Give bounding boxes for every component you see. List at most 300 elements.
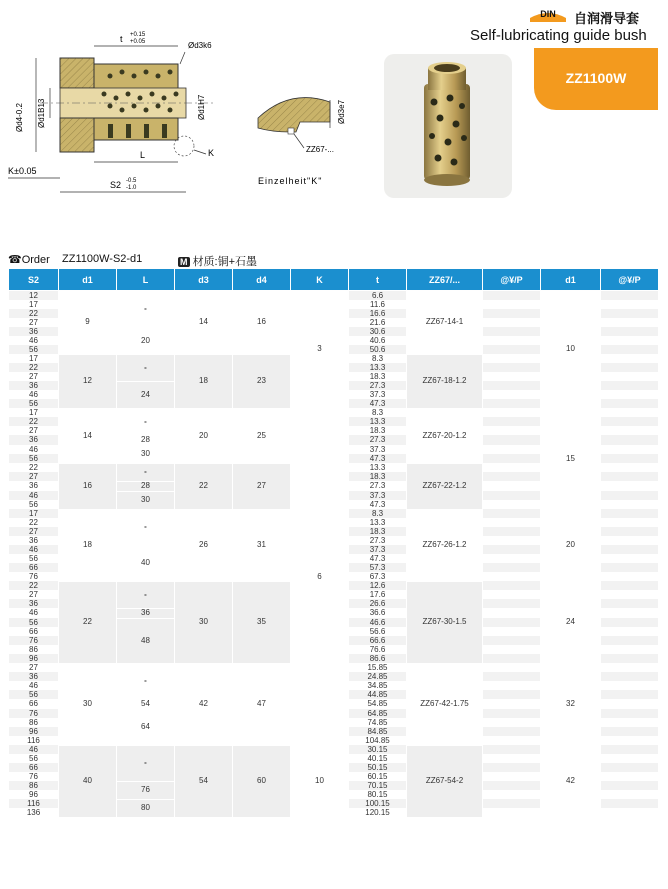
price-cell-2 — [601, 709, 659, 718]
s2-cell: 66 — [9, 699, 59, 709]
price-cell — [483, 572, 541, 581]
title-chinese: 自润滑导套 — [574, 11, 640, 26]
price-cell — [483, 608, 541, 618]
price-cell — [483, 509, 541, 518]
column-header: d1 — [541, 269, 601, 291]
s2-cell: 66 — [9, 763, 59, 772]
price-cell-2 — [601, 781, 659, 790]
s2-cell: 46 — [9, 608, 59, 618]
right-d1-cell: 20 — [541, 509, 601, 581]
s2-cell: 56 — [9, 399, 59, 408]
t-cell: 27.3 — [349, 381, 407, 390]
t-cell: 74.85 — [349, 718, 407, 727]
t-cell: 50.6 — [349, 345, 407, 354]
svg-text:DIN: DIN — [540, 9, 556, 19]
price-cell — [483, 790, 541, 799]
t-cell: 27.3 — [349, 481, 407, 491]
svg-text:L: L — [140, 150, 146, 160]
d3-cell: 20 — [175, 408, 233, 463]
zz-cell: ZZ67-42-1.75 — [407, 663, 483, 745]
product-code: ZZ1100W — [565, 70, 627, 86]
d1-cell: 22 — [59, 581, 117, 663]
d4-cell: 35 — [233, 581, 291, 663]
d4-cell: 23 — [233, 354, 291, 408]
k-cell: 3 — [291, 291, 349, 409]
t-cell: 47.3 — [349, 500, 407, 509]
price-cell-2 — [601, 491, 659, 500]
s2-cell: 86 — [9, 718, 59, 727]
s2-cell: 17 — [9, 408, 59, 417]
t-cell: 64.85 — [349, 709, 407, 718]
price-cell-2 — [601, 772, 659, 781]
column-header: d3 — [175, 269, 233, 291]
t-cell: 47.3 — [349, 454, 407, 463]
svg-text:-0.5: -0.5 — [126, 178, 137, 184]
price-cell — [483, 808, 541, 817]
d1-cell: 30 — [59, 663, 117, 745]
t-cell: 30.15 — [349, 745, 407, 754]
price-cell-2 — [601, 372, 659, 381]
right-d1-cell: 10 — [541, 291, 601, 409]
t-cell: 44.85 — [349, 690, 407, 699]
t-cell: 15.85 — [349, 663, 407, 672]
l-cell: 64 — [117, 709, 175, 745]
price-cell-2 — [601, 345, 659, 354]
l-cell: 40 — [117, 545, 175, 581]
price-cell-2 — [601, 618, 659, 627]
price-cell-2 — [601, 799, 659, 808]
t-cell: 70.15 — [349, 781, 407, 790]
s2-cell: 76 — [9, 572, 59, 581]
price-cell-2 — [601, 627, 659, 636]
price-cell — [483, 745, 541, 754]
column-header: @¥/P — [483, 269, 541, 291]
price-cell — [483, 399, 541, 408]
price-cell-2 — [601, 790, 659, 799]
t-cell: 86.6 — [349, 654, 407, 663]
t-cell: 18.3 — [349, 372, 407, 381]
l-cell: - — [117, 581, 175, 608]
l-cell: 36 — [117, 608, 175, 618]
s2-cell: 86 — [9, 645, 59, 654]
s2-cell: 36 — [9, 599, 59, 608]
d4-cell: 25 — [233, 408, 291, 463]
d3-cell: 22 — [175, 463, 233, 509]
s2-cell: 96 — [9, 654, 59, 663]
s2-cell: 136 — [9, 808, 59, 817]
price-cell-2 — [601, 327, 659, 336]
column-header: d1 — [59, 269, 117, 291]
price-cell — [483, 381, 541, 390]
price-cell — [483, 781, 541, 790]
t-cell: 13.3 — [349, 417, 407, 426]
l-cell: 24 — [117, 381, 175, 408]
t-cell: 66.6 — [349, 636, 407, 645]
t-cell: 60.15 — [349, 772, 407, 781]
s2-cell: 17 — [9, 509, 59, 518]
zz-cell: ZZ67-26-1.2 — [407, 509, 483, 581]
l-cell: - — [117, 291, 175, 328]
l-cell: 54 — [117, 699, 175, 709]
s2-cell: 36 — [9, 381, 59, 390]
right-d1-cell: 24 — [541, 581, 601, 663]
l-cell: - — [117, 509, 175, 545]
price-cell — [483, 709, 541, 718]
l-cell: 80 — [117, 799, 175, 817]
price-cell-2 — [601, 445, 659, 454]
t-cell: 56.6 — [349, 627, 407, 636]
price-cell-2 — [601, 763, 659, 772]
s2-cell: 22 — [9, 309, 59, 318]
t-cell: 37.3 — [349, 545, 407, 554]
s2-cell: 46 — [9, 390, 59, 399]
d3-cell: 54 — [175, 745, 233, 817]
column-header: d4 — [233, 269, 291, 291]
s2-cell: 17 — [9, 354, 59, 363]
price-cell-2 — [601, 681, 659, 690]
price-cell — [483, 345, 541, 354]
price-cell-2 — [601, 545, 659, 554]
s2-cell: 27 — [9, 426, 59, 435]
column-header: L — [117, 269, 175, 291]
price-cell — [483, 799, 541, 808]
price-cell-2 — [601, 554, 659, 563]
s2-cell: 56 — [9, 754, 59, 763]
price-cell — [483, 390, 541, 399]
price-cell — [483, 581, 541, 590]
price-cell — [483, 327, 541, 336]
price-cell-2 — [601, 654, 659, 663]
price-cell-2 — [601, 699, 659, 709]
s2-cell: 36 — [9, 327, 59, 336]
price-cell-2 — [601, 509, 659, 518]
t-cell: 11.6 — [349, 300, 407, 309]
table-header-row — [9, 269, 659, 291]
price-cell-2 — [601, 518, 659, 527]
price-cell — [483, 518, 541, 527]
price-cell — [483, 336, 541, 345]
column-header: @¥/P — [601, 269, 659, 291]
price-cell — [483, 690, 541, 699]
s2-cell: 46 — [9, 336, 59, 345]
price-cell — [483, 363, 541, 372]
s2-cell: 56 — [9, 500, 59, 509]
price-cell-2 — [601, 291, 659, 301]
svg-text:+0.05: +0.05 — [130, 39, 146, 45]
svg-text:Ød1B13: Ød1B13 — [37, 98, 46, 128]
order-code: ZZ1100W-S2-d1 — [62, 253, 143, 265]
l-cell: - — [117, 745, 175, 781]
t-cell: 47.3 — [349, 399, 407, 408]
s2-cell: 22 — [9, 581, 59, 590]
price-cell — [483, 718, 541, 727]
price-cell — [483, 435, 541, 445]
d3-cell: 42 — [175, 663, 233, 745]
price-cell — [483, 736, 541, 745]
price-cell-2 — [601, 663, 659, 672]
t-cell: 37.3 — [349, 491, 407, 500]
t-cell: 104.85 — [349, 736, 407, 745]
din-logo — [528, 6, 568, 24]
t-cell: 54.85 — [349, 699, 407, 709]
price-cell-2 — [601, 309, 659, 318]
right-d1-cell: 15 — [541, 408, 601, 509]
price-cell — [483, 426, 541, 435]
l-cell: 30 — [117, 445, 175, 463]
t-cell: 80.15 — [349, 790, 407, 799]
d3-cell: 30 — [175, 581, 233, 663]
price-cell — [483, 645, 541, 654]
s2-cell: 22 — [9, 363, 59, 372]
price-cell — [483, 599, 541, 608]
price-cell — [483, 454, 541, 463]
price-cell-2 — [601, 608, 659, 618]
t-cell: 37.3 — [349, 390, 407, 399]
title-english: Self-lubricating guide bush — [470, 27, 647, 44]
spec-table — [8, 268, 659, 818]
table-row — [9, 291, 659, 301]
s2-cell: 27 — [9, 663, 59, 672]
price-cell — [483, 536, 541, 545]
d4-cell: 16 — [233, 291, 291, 355]
s2-cell: 76 — [9, 772, 59, 781]
t-cell: 27.3 — [349, 536, 407, 545]
table-row — [9, 408, 659, 417]
zz-cell: ZZ67-18-1.2 — [407, 354, 483, 408]
price-cell — [483, 300, 541, 309]
l-cell: 20 — [117, 327, 175, 354]
svg-text:Ød1H7: Ød1H7 — [197, 94, 206, 120]
t-cell: 6.6 — [349, 291, 407, 301]
s2-cell: 56 — [9, 618, 59, 627]
t-cell: 27.3 — [349, 435, 407, 445]
column-header: K — [291, 269, 349, 291]
t-cell: 34.85 — [349, 681, 407, 690]
price-cell-2 — [601, 754, 659, 763]
t-cell: 8.3 — [349, 509, 407, 518]
s2-cell: 17 — [9, 300, 59, 309]
zz-cell: ZZ67-30-1.5 — [407, 581, 483, 663]
d3-cell: 26 — [175, 509, 233, 581]
price-cell — [483, 417, 541, 426]
s2-cell: 22 — [9, 417, 59, 426]
d4-cell: 27 — [233, 463, 291, 509]
s2-cell: 27 — [9, 472, 59, 481]
zz-cell: ZZ67-54-2 — [407, 745, 483, 817]
s2-cell: 56 — [9, 345, 59, 354]
price-cell — [483, 654, 541, 663]
s2-cell: 27 — [9, 590, 59, 599]
d3-cell: 18 — [175, 354, 233, 408]
price-cell — [483, 354, 541, 363]
guide-bush-image — [384, 54, 512, 198]
price-cell-2 — [601, 581, 659, 590]
s2-cell: 96 — [9, 790, 59, 799]
d1-cell: 12 — [59, 354, 117, 408]
right-d1-cell: 32 — [541, 663, 601, 745]
t-cell: 36.6 — [349, 608, 407, 618]
s2-cell: 46 — [9, 491, 59, 500]
price-cell — [483, 372, 541, 381]
price-cell — [483, 663, 541, 672]
t-cell: 120.15 — [349, 808, 407, 817]
s2-cell: 36 — [9, 481, 59, 491]
zz-cell: ZZ67-22-1.2 — [407, 463, 483, 509]
price-cell-2 — [601, 500, 659, 509]
price-cell-2 — [601, 745, 659, 754]
price-cell-2 — [601, 536, 659, 545]
price-cell — [483, 727, 541, 736]
price-cell — [483, 563, 541, 572]
svg-text:Ød3k6: Ød3k6 — [188, 41, 212, 50]
zz-cell: ZZ67-20-1.2 — [407, 408, 483, 463]
t-cell: 50.15 — [349, 763, 407, 772]
order-line — [8, 253, 658, 267]
svg-text:ZZ67-...: ZZ67-... — [306, 145, 335, 154]
l-cell: 30 — [117, 491, 175, 509]
zz-cell: ZZ67-14-1 — [407, 291, 483, 355]
l-cell: - — [117, 663, 175, 699]
right-d1-cell: 42 — [541, 745, 601, 817]
price-cell — [483, 318, 541, 327]
price-cell-2 — [601, 318, 659, 327]
price-cell — [483, 681, 541, 690]
price-cell-2 — [601, 572, 659, 581]
price-cell — [483, 445, 541, 454]
s2-cell: 22 — [9, 463, 59, 472]
t-cell: 18.3 — [349, 426, 407, 435]
svg-text:Ød4-0.2: Ød4-0.2 — [15, 103, 24, 132]
price-cell-2 — [601, 408, 659, 417]
t-cell: 16.6 — [349, 309, 407, 318]
price-cell-2 — [601, 736, 659, 745]
t-cell: 24.85 — [349, 672, 407, 681]
svg-text:-1.0: -1.0 — [126, 185, 137, 191]
price-cell-2 — [601, 363, 659, 372]
t-cell: 67.3 — [349, 572, 407, 581]
svg-text:Einzelheit"K": Einzelheit"K" — [258, 176, 323, 186]
price-cell — [483, 754, 541, 763]
t-cell: 76.6 — [349, 645, 407, 654]
price-cell — [483, 527, 541, 536]
s2-cell: 66 — [9, 627, 59, 636]
s2-cell: 46 — [9, 681, 59, 690]
s2-cell: 116 — [9, 799, 59, 808]
t-cell: 17.6 — [349, 590, 407, 599]
price-cell-2 — [601, 727, 659, 736]
l-cell: 76 — [117, 781, 175, 799]
t-cell: 40.15 — [349, 754, 407, 763]
material-info — [178, 253, 257, 269]
svg-text:K±0.05: K±0.05 — [8, 166, 37, 176]
price-cell — [483, 481, 541, 491]
material-icon: M — [180, 257, 188, 267]
d1-cell: 18 — [59, 509, 117, 581]
price-cell-2 — [601, 426, 659, 435]
price-cell-2 — [601, 481, 659, 491]
price-cell-2 — [601, 472, 659, 481]
t-cell: 13.3 — [349, 463, 407, 472]
price-cell — [483, 627, 541, 636]
column-header: S2 — [9, 269, 59, 291]
table-row — [9, 745, 659, 754]
s2-cell: 36 — [9, 536, 59, 545]
t-cell: 13.3 — [349, 518, 407, 527]
d4-cell: 47 — [233, 663, 291, 745]
s2-cell: 22 — [9, 518, 59, 527]
svg-text:+0.15: +0.15 — [130, 32, 146, 38]
t-cell: 100.15 — [349, 799, 407, 808]
t-cell: 46.6 — [349, 618, 407, 627]
price-cell-2 — [601, 463, 659, 472]
price-cell-2 — [601, 454, 659, 463]
l-cell: - — [117, 408, 175, 435]
svg-text:S2: S2 — [110, 180, 122, 190]
d4-cell: 31 — [233, 509, 291, 581]
column-header: t — [349, 269, 407, 291]
price-cell — [483, 291, 541, 301]
material-text: 材质:铜+石墨 — [192, 256, 258, 268]
d1-cell: 40 — [59, 745, 117, 817]
svg-text:K: K — [208, 148, 215, 158]
price-cell — [483, 500, 541, 509]
s2-cell: 116 — [9, 736, 59, 745]
price-cell-2 — [601, 336, 659, 345]
k-cell: 10 — [291, 745, 349, 817]
price-cell-2 — [601, 354, 659, 363]
s2-cell: 27 — [9, 318, 59, 327]
price-cell-2 — [601, 435, 659, 445]
d3-cell: 14 — [175, 291, 233, 355]
t-cell: 57.3 — [349, 563, 407, 572]
s2-cell: 12 — [9, 291, 59, 301]
l-cell: - — [117, 354, 175, 381]
t-cell: 12.6 — [349, 581, 407, 590]
t-cell: 26.6 — [349, 599, 407, 608]
price-cell-2 — [601, 381, 659, 390]
price-cell — [483, 408, 541, 417]
l-cell: 48 — [117, 618, 175, 663]
t-cell: 47.3 — [349, 554, 407, 563]
price-cell-2 — [601, 808, 659, 817]
price-cell — [483, 772, 541, 781]
price-cell-2 — [601, 718, 659, 727]
svg-text:Ød3e7: Ød3e7 — [337, 99, 346, 124]
price-cell-2 — [601, 590, 659, 599]
product-photo — [384, 54, 512, 198]
technical-drawing — [0, 28, 380, 208]
price-cell — [483, 618, 541, 627]
s2-cell: 66 — [9, 563, 59, 572]
s2-cell: 76 — [9, 709, 59, 718]
price-cell-2 — [601, 417, 659, 426]
d1-cell: 16 — [59, 463, 117, 509]
s2-cell: 46 — [9, 545, 59, 554]
s2-cell: 96 — [9, 727, 59, 736]
t-cell: 8.3 — [349, 354, 407, 363]
product-code-badge — [534, 48, 658, 110]
table-body — [9, 291, 659, 818]
t-cell: 30.6 — [349, 327, 407, 336]
price-cell — [483, 463, 541, 472]
t-cell: 8.3 — [349, 408, 407, 417]
price-cell-2 — [601, 636, 659, 645]
price-cell — [483, 672, 541, 681]
price-cell-2 — [601, 690, 659, 699]
t-cell: 84.85 — [349, 727, 407, 736]
price-cell — [483, 309, 541, 318]
column-header: ZZ67/... — [407, 269, 483, 291]
